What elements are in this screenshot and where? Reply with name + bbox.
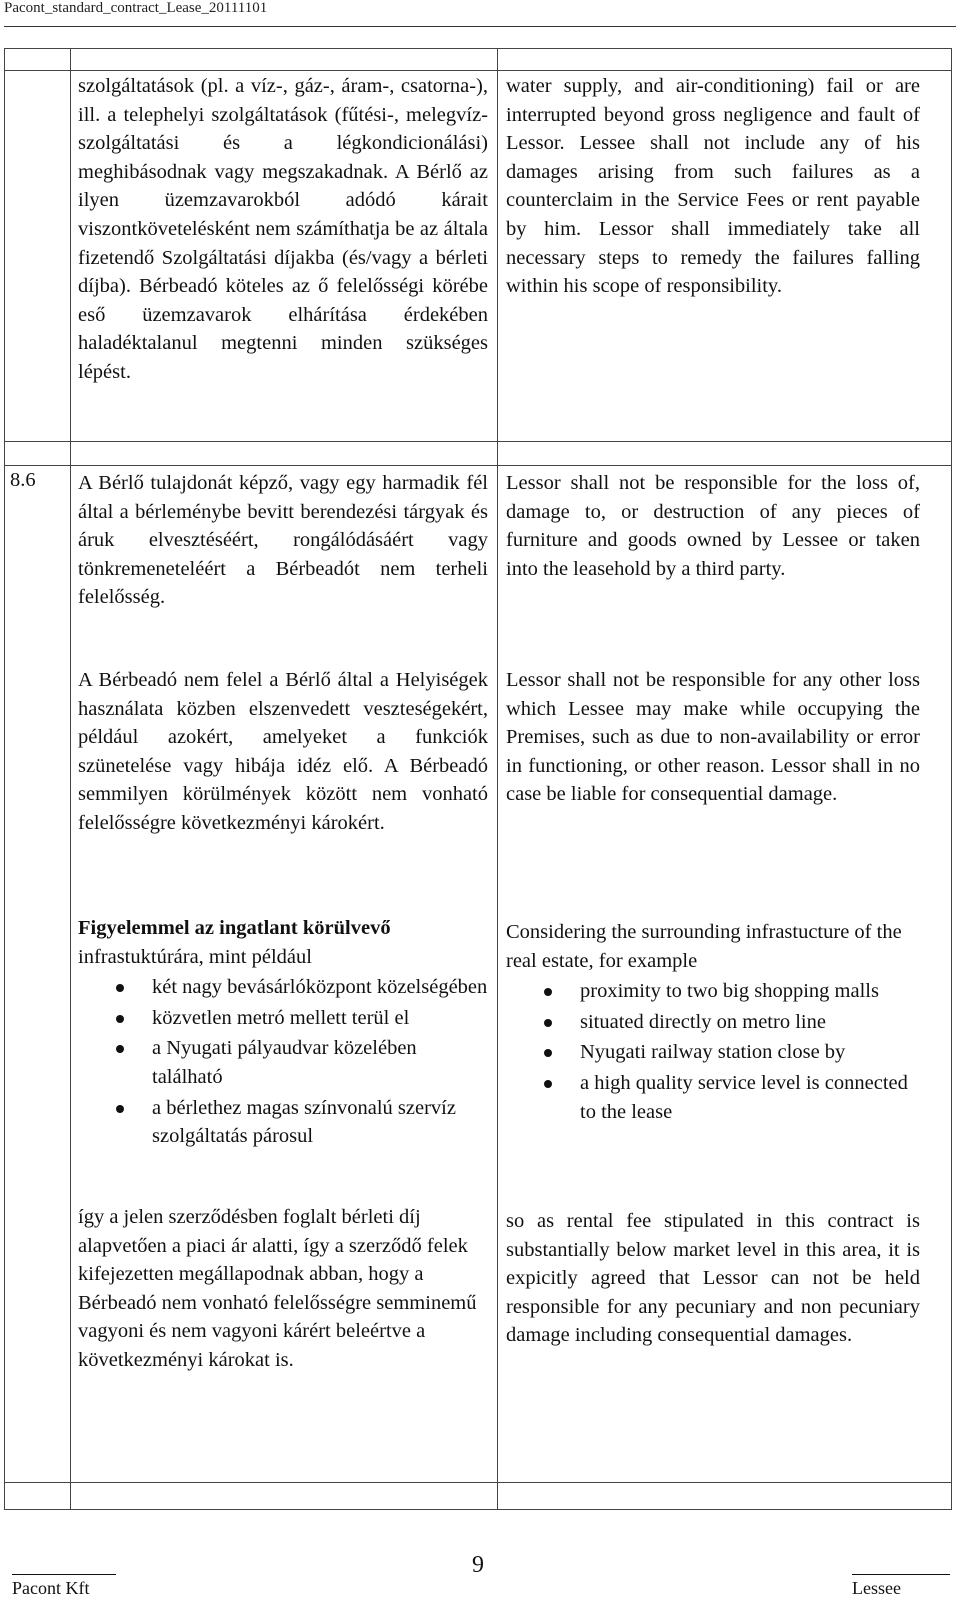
bullet-icon: [544, 1049, 552, 1057]
hungarian-infrastructure-block: [78, 914, 488, 1153]
english-infrastructure-block: [506, 918, 920, 1128]
english-paragraph-1: Lessor shall not be responsible for the loss of, damage to, or destruction of any pieces of furniture and goods owned by Lessee or taken into the leasehold by a third party.: [506, 472, 920, 580]
list-item: [78, 1094, 488, 1151]
document-title: Pacont_standard_contract_Lease_20111101: [4, 0, 268, 16]
table-row-line: [4, 441, 952, 442]
list-item-text: a high quality service level is connected to the lease: [580, 1071, 908, 1123]
list-item: [506, 1038, 920, 1067]
list-item-text: proximity to two big shopping malls: [580, 980, 879, 1003]
bullet-icon: [544, 1080, 552, 1088]
bullet-icon: [544, 1019, 552, 1027]
hungarian-bullet-list: [78, 973, 488, 1151]
table-column-line: [70, 48, 71, 1510]
footer-party-lessor: Pacont Kft: [12, 1578, 90, 1598]
bullet-icon: [544, 988, 552, 996]
list-item-text: közvetlen metró mellett terül el: [152, 1006, 410, 1029]
hungarian-intro-bold: Figyelemmel az ingatlant körülvevő: [78, 917, 391, 939]
hungarian-intro-rest: infrastuktúrára, mint például: [78, 945, 312, 968]
table-column-line: [497, 48, 498, 1510]
english-paragraph-4: so as rental fee stipulated in this contract is substantially below market level in this area, it is expicitly agreed that Lessor can not be held responsible for any pecuniary and non pecuniary damage including consequential damages.: [506, 1210, 920, 1347]
bullet-icon: [116, 1045, 124, 1053]
footer-party-lessee: Lessee: [852, 1578, 901, 1598]
hungarian-continued-text: szolgáltatások (pl. a víz-, gáz-, áram-, csatorna-), ill. a telephelyi szolgáltatások (fűtési-, melegvíz-szolgáltatási és a légkondicionálási) meghibásodnak vagy megszakadnak. A Bérlő az ilyen üzemzavarokból adódó kárait viszontkövetelésként nem számíthatja be az általa fizetendő Szolgáltatási díjakba (és/vagy a bérleti díjba). Bérbeadó köteles az ő felelősségi körébe eső üzemzavarok elhárítása érdekében haladéktalanul megtenni minden szükséges lépést.: [78, 75, 488, 383]
bullet-icon: [116, 1105, 124, 1113]
list-item-text: két nagy bevásárlóközpont közelségében: [152, 976, 488, 999]
list-item: [506, 1008, 920, 1037]
list-item: [506, 1069, 920, 1126]
page-number: 9: [472, 1552, 484, 1578]
list-item: [506, 977, 920, 1006]
english-paragraph-2: Lessor shall not be responsible for any other loss which Lessee may make while occupying the Premises, such as due to non-availability or error in functioning, or other reason. Lessor shall in no case be liable for consequential damage.: [506, 669, 920, 806]
english-bullet-list: [506, 977, 920, 1126]
hungarian-paragraph-4: így a jelen szerződésben foglalt bérleti díj alapvetően a piaci ár alatti, így a szerződő felek kifejezetten megállapodnak abban, hogy a Bérbeadó nem vonható felelősségre semminemű vagyoni és nem vagyoni kárért beleértve a következményi károkat is.: [78, 1206, 477, 1371]
list-item-text: a Nyugati pályaudvar közelében található: [152, 1037, 417, 1088]
table-row-line: [4, 465, 952, 466]
list-item-text: a bérlethez magas színvonalú szervíz szolgáltatás párosul: [152, 1096, 456, 1148]
signature-line-right: [852, 1574, 950, 1575]
hungarian-paragraph-2: A Bérbeadó nem felel a Bérlő által a Helyiségek használata közben elszenvedett veszteségekért, például azokért, amelyeket a funkciók szünetelése vagy hibája idéz elő. A Bérbeadó semmilyen körülmények között nem vonható felelősségre következményi károkért.: [78, 669, 488, 834]
list-item: [78, 1034, 488, 1091]
list-item-text: Nyugati railway station close by: [580, 1041, 846, 1064]
bullet-icon: [116, 984, 124, 992]
table-row-line: [4, 70, 952, 71]
hungarian-paragraph-1: A Bérlő tulajdonát képző, vagy egy harmadik fél által a bérleménybe bevitt berendezési tárgyak és áruk elvesztéséért, rongálódásáért vagy tönkremeneteléért a Bérbeadót nem terheli felelősség.: [78, 472, 488, 609]
english-continued-text: water supply, and air-conditioning) fail or are interrupted beyond gross negligence and fault of Lessor. Lessee shall not include any of his damages arising from such failures as a counterclaim in the Service Fees or rent payable by him. Lessor shall immediately take all necessary steps to remedy the failures falling within his scope of responsibility.: [506, 75, 920, 298]
english-intro: Considering the surrounding infrastucture of the real estate, for example: [506, 921, 902, 972]
list-item: [78, 973, 488, 1002]
list-item: [78, 1004, 488, 1033]
table-row-line: [4, 1482, 952, 1483]
signature-line-left: [12, 1574, 116, 1575]
header-rule: [4, 26, 956, 27]
bullet-icon: [116, 1015, 124, 1023]
list-item-text: situated directly on metro line: [580, 1010, 826, 1033]
section-number: 8.6: [10, 469, 36, 491]
